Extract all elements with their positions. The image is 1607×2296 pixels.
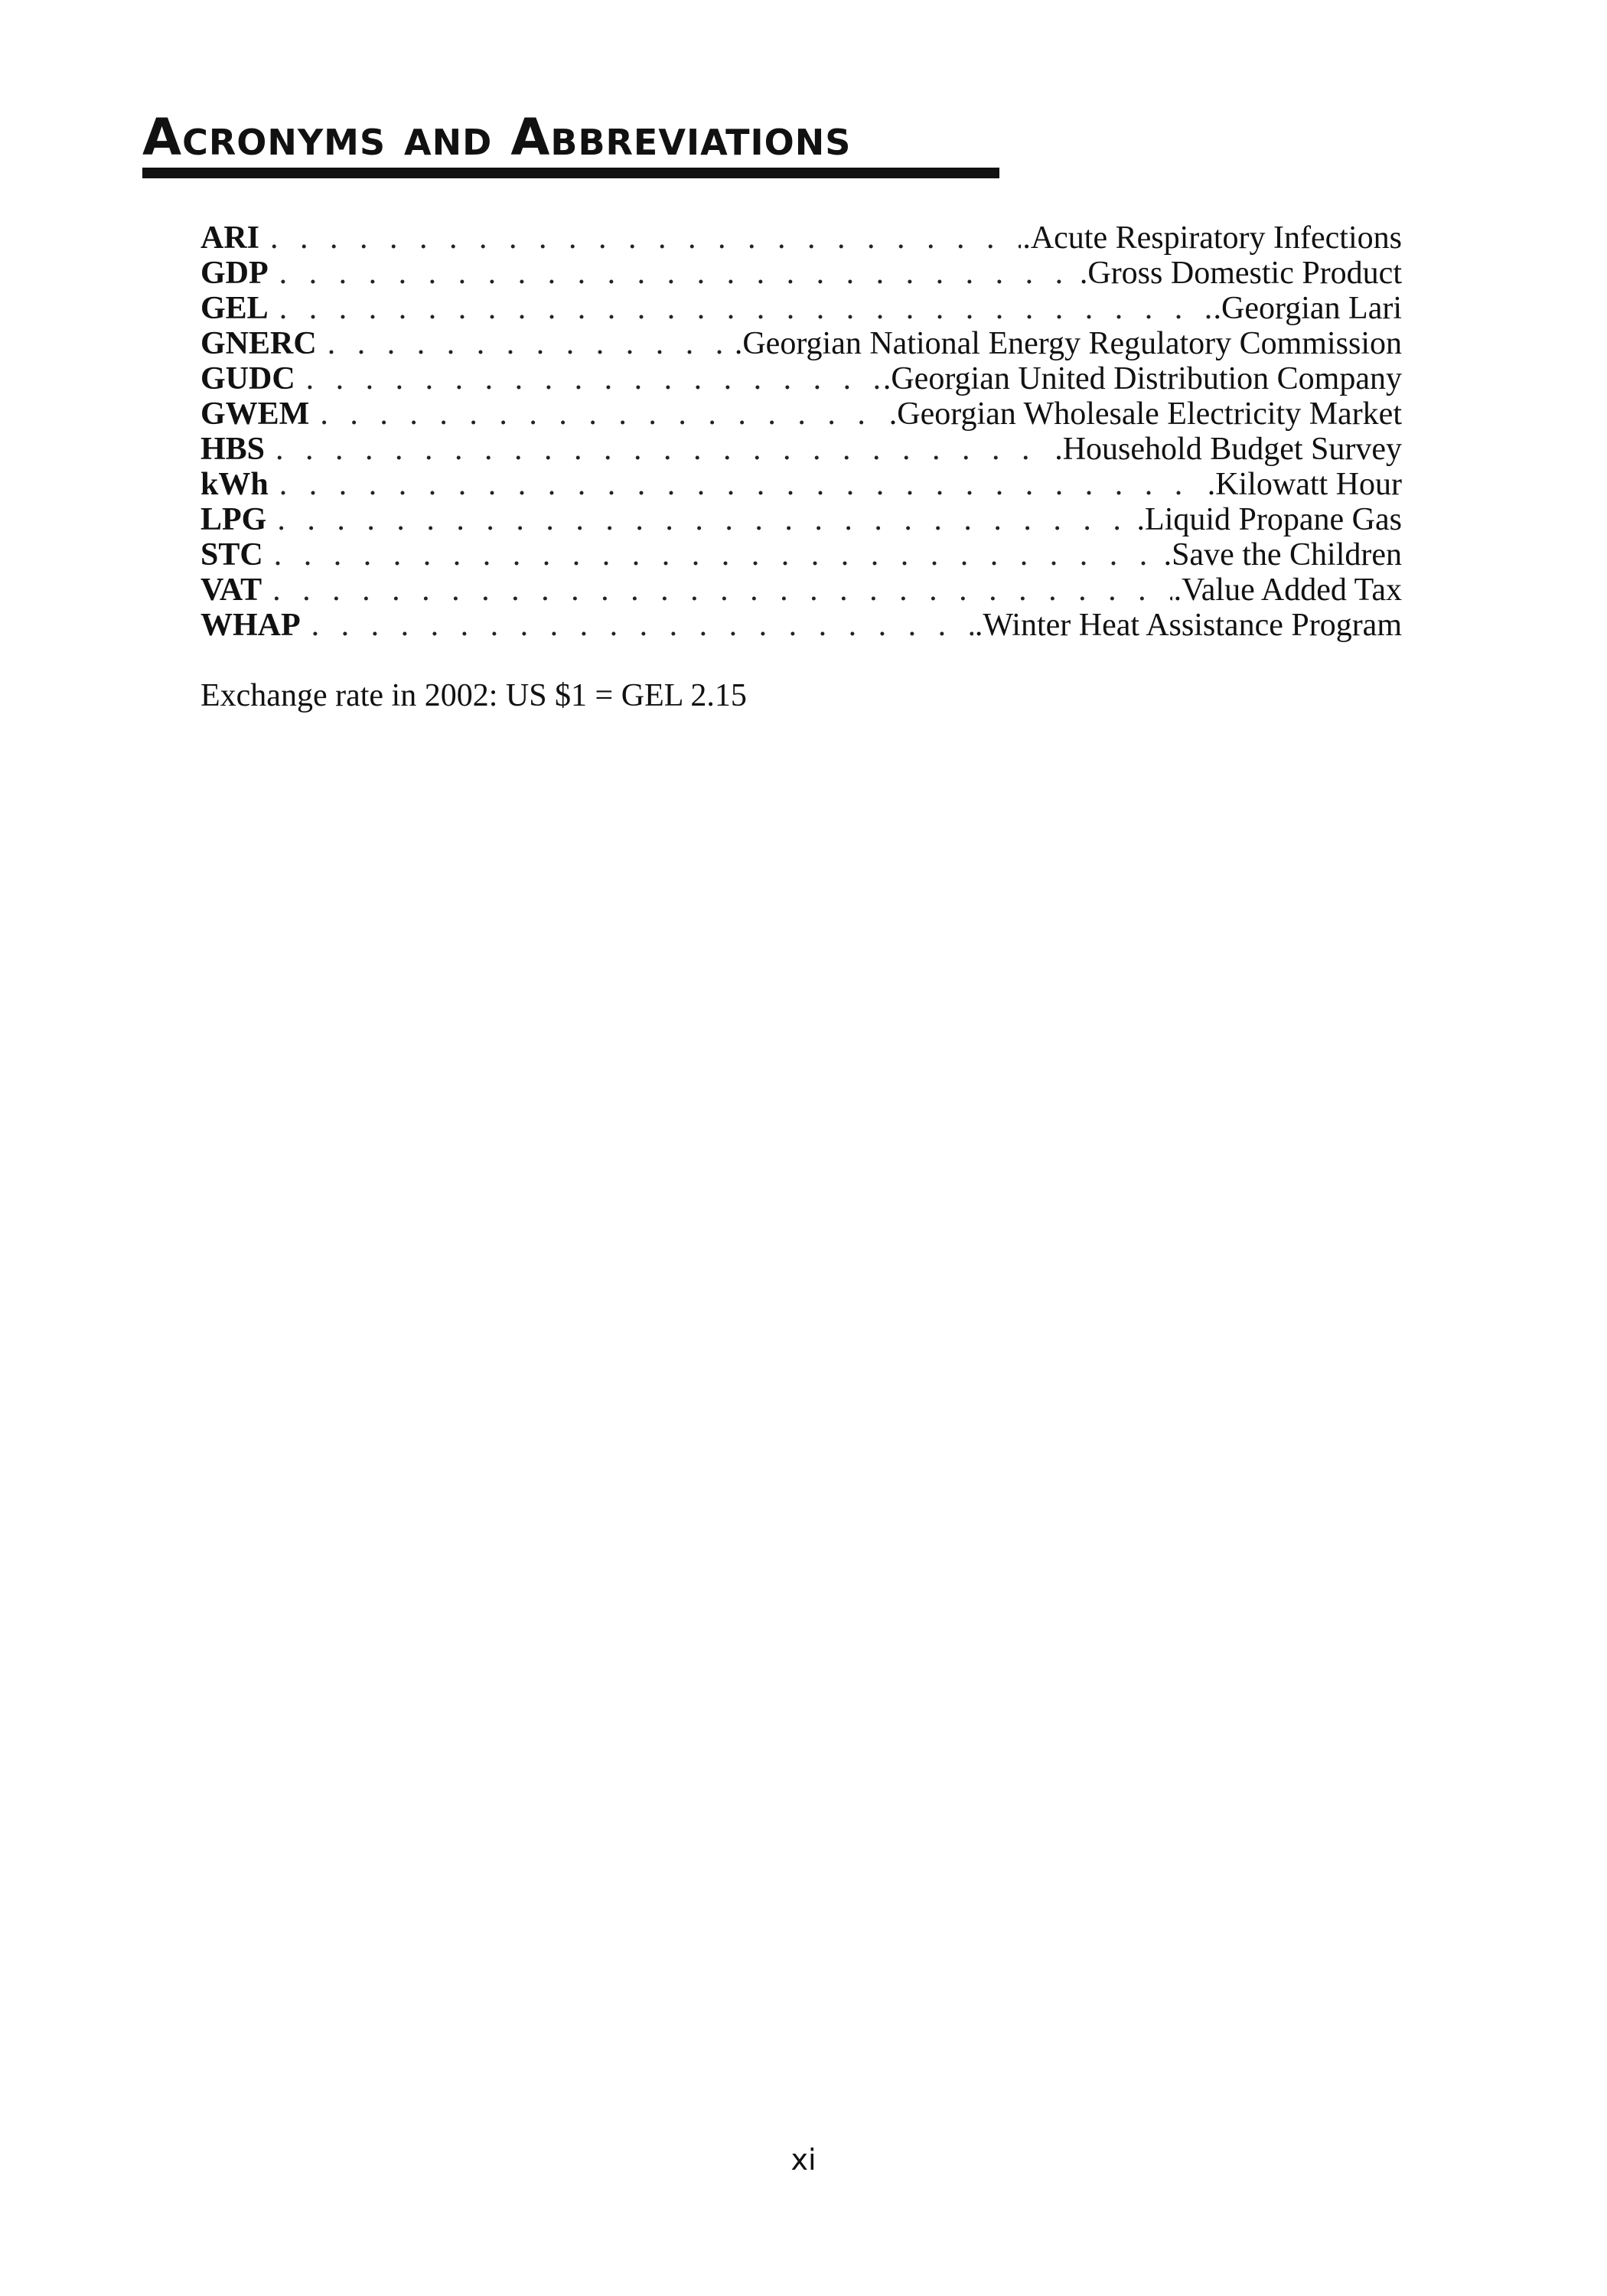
abbreviation-definition: .Liquid Propane Gas (1136, 502, 1402, 537)
abbreviation-entry (200, 361, 1402, 396)
abbreviation-entry (200, 291, 1402, 326)
page-title: Acronyms and Abbreviations (142, 108, 852, 167)
abbreviation-entry (200, 608, 1402, 643)
abbreviation-entry (200, 572, 1402, 608)
abbreviation-entry (200, 220, 1402, 256)
abbreviation-definition: .Acute Respiratory Infections (1022, 220, 1402, 256)
abbreviation-term: STC (200, 537, 263, 572)
abbreviation-entry (200, 256, 1402, 291)
exchange-rate-note: Exchange rate in 2002: US $1 = GEL 2.15 (200, 678, 747, 713)
dot-leader (277, 502, 1135, 537)
abbreviation-definition: .Kilowatt Hour (1207, 467, 1402, 502)
dot-leader (311, 608, 973, 643)
dot-leader (279, 291, 1212, 326)
dot-leader (272, 572, 1172, 608)
abbreviation-term: GEL (200, 291, 269, 326)
abbreviation-term: GWEM (200, 396, 310, 432)
abbreviation-term: WHAP (200, 608, 301, 643)
dot-leader (270, 220, 1021, 256)
abbreviation-entry (200, 537, 1402, 572)
abbreviation-entry (200, 432, 1402, 467)
dot-leader (279, 256, 1078, 291)
abbreviation-definition: .Georgian National Energy Regulatory Commission (734, 326, 1402, 361)
abbreviation-term: GDP (200, 256, 269, 291)
abbreviation-term: VAT (200, 572, 262, 608)
abbreviation-entry (200, 396, 1402, 432)
abbreviation-definition: .Georgian Wholesale Electricity Market (888, 396, 1402, 432)
dot-leader (328, 326, 733, 361)
abbreviation-entry (200, 326, 1402, 361)
abbreviation-definition: .Gross Domestic Product (1079, 256, 1402, 291)
abbreviation-term: kWh (200, 467, 269, 502)
abbreviation-definition: .Winter Heat Assistance Program (974, 608, 1402, 643)
abbreviation-definition: .Georgian Lari (1213, 291, 1402, 326)
dot-leader (275, 432, 1053, 467)
abbreviation-entry (200, 467, 1402, 502)
dot-leader (320, 396, 887, 432)
abbreviation-term: GUDC (200, 361, 295, 396)
abbreviation-definition: .Household Budget Survey (1054, 432, 1402, 467)
abbreviation-definition: .Save the Children (1163, 537, 1402, 572)
abbreviation-definition: .Georgian United Distribution Company (882, 361, 1402, 396)
page-number: xi (790, 2143, 817, 2177)
dot-leader (306, 361, 882, 396)
dot-leader (279, 467, 1206, 502)
abbreviation-term: GNERC (200, 326, 317, 361)
abbreviation-term: ARI (200, 220, 260, 256)
abbreviation-term: HBS (200, 432, 266, 467)
abbreviation-definition: .Value Added Tax (1173, 572, 1402, 608)
abbreviation-entry (200, 502, 1402, 537)
abbreviation-list (200, 220, 1402, 643)
abbreviation-term: LPG (200, 502, 267, 537)
dot-leader (274, 537, 1162, 572)
title-underline-rule (142, 168, 999, 178)
